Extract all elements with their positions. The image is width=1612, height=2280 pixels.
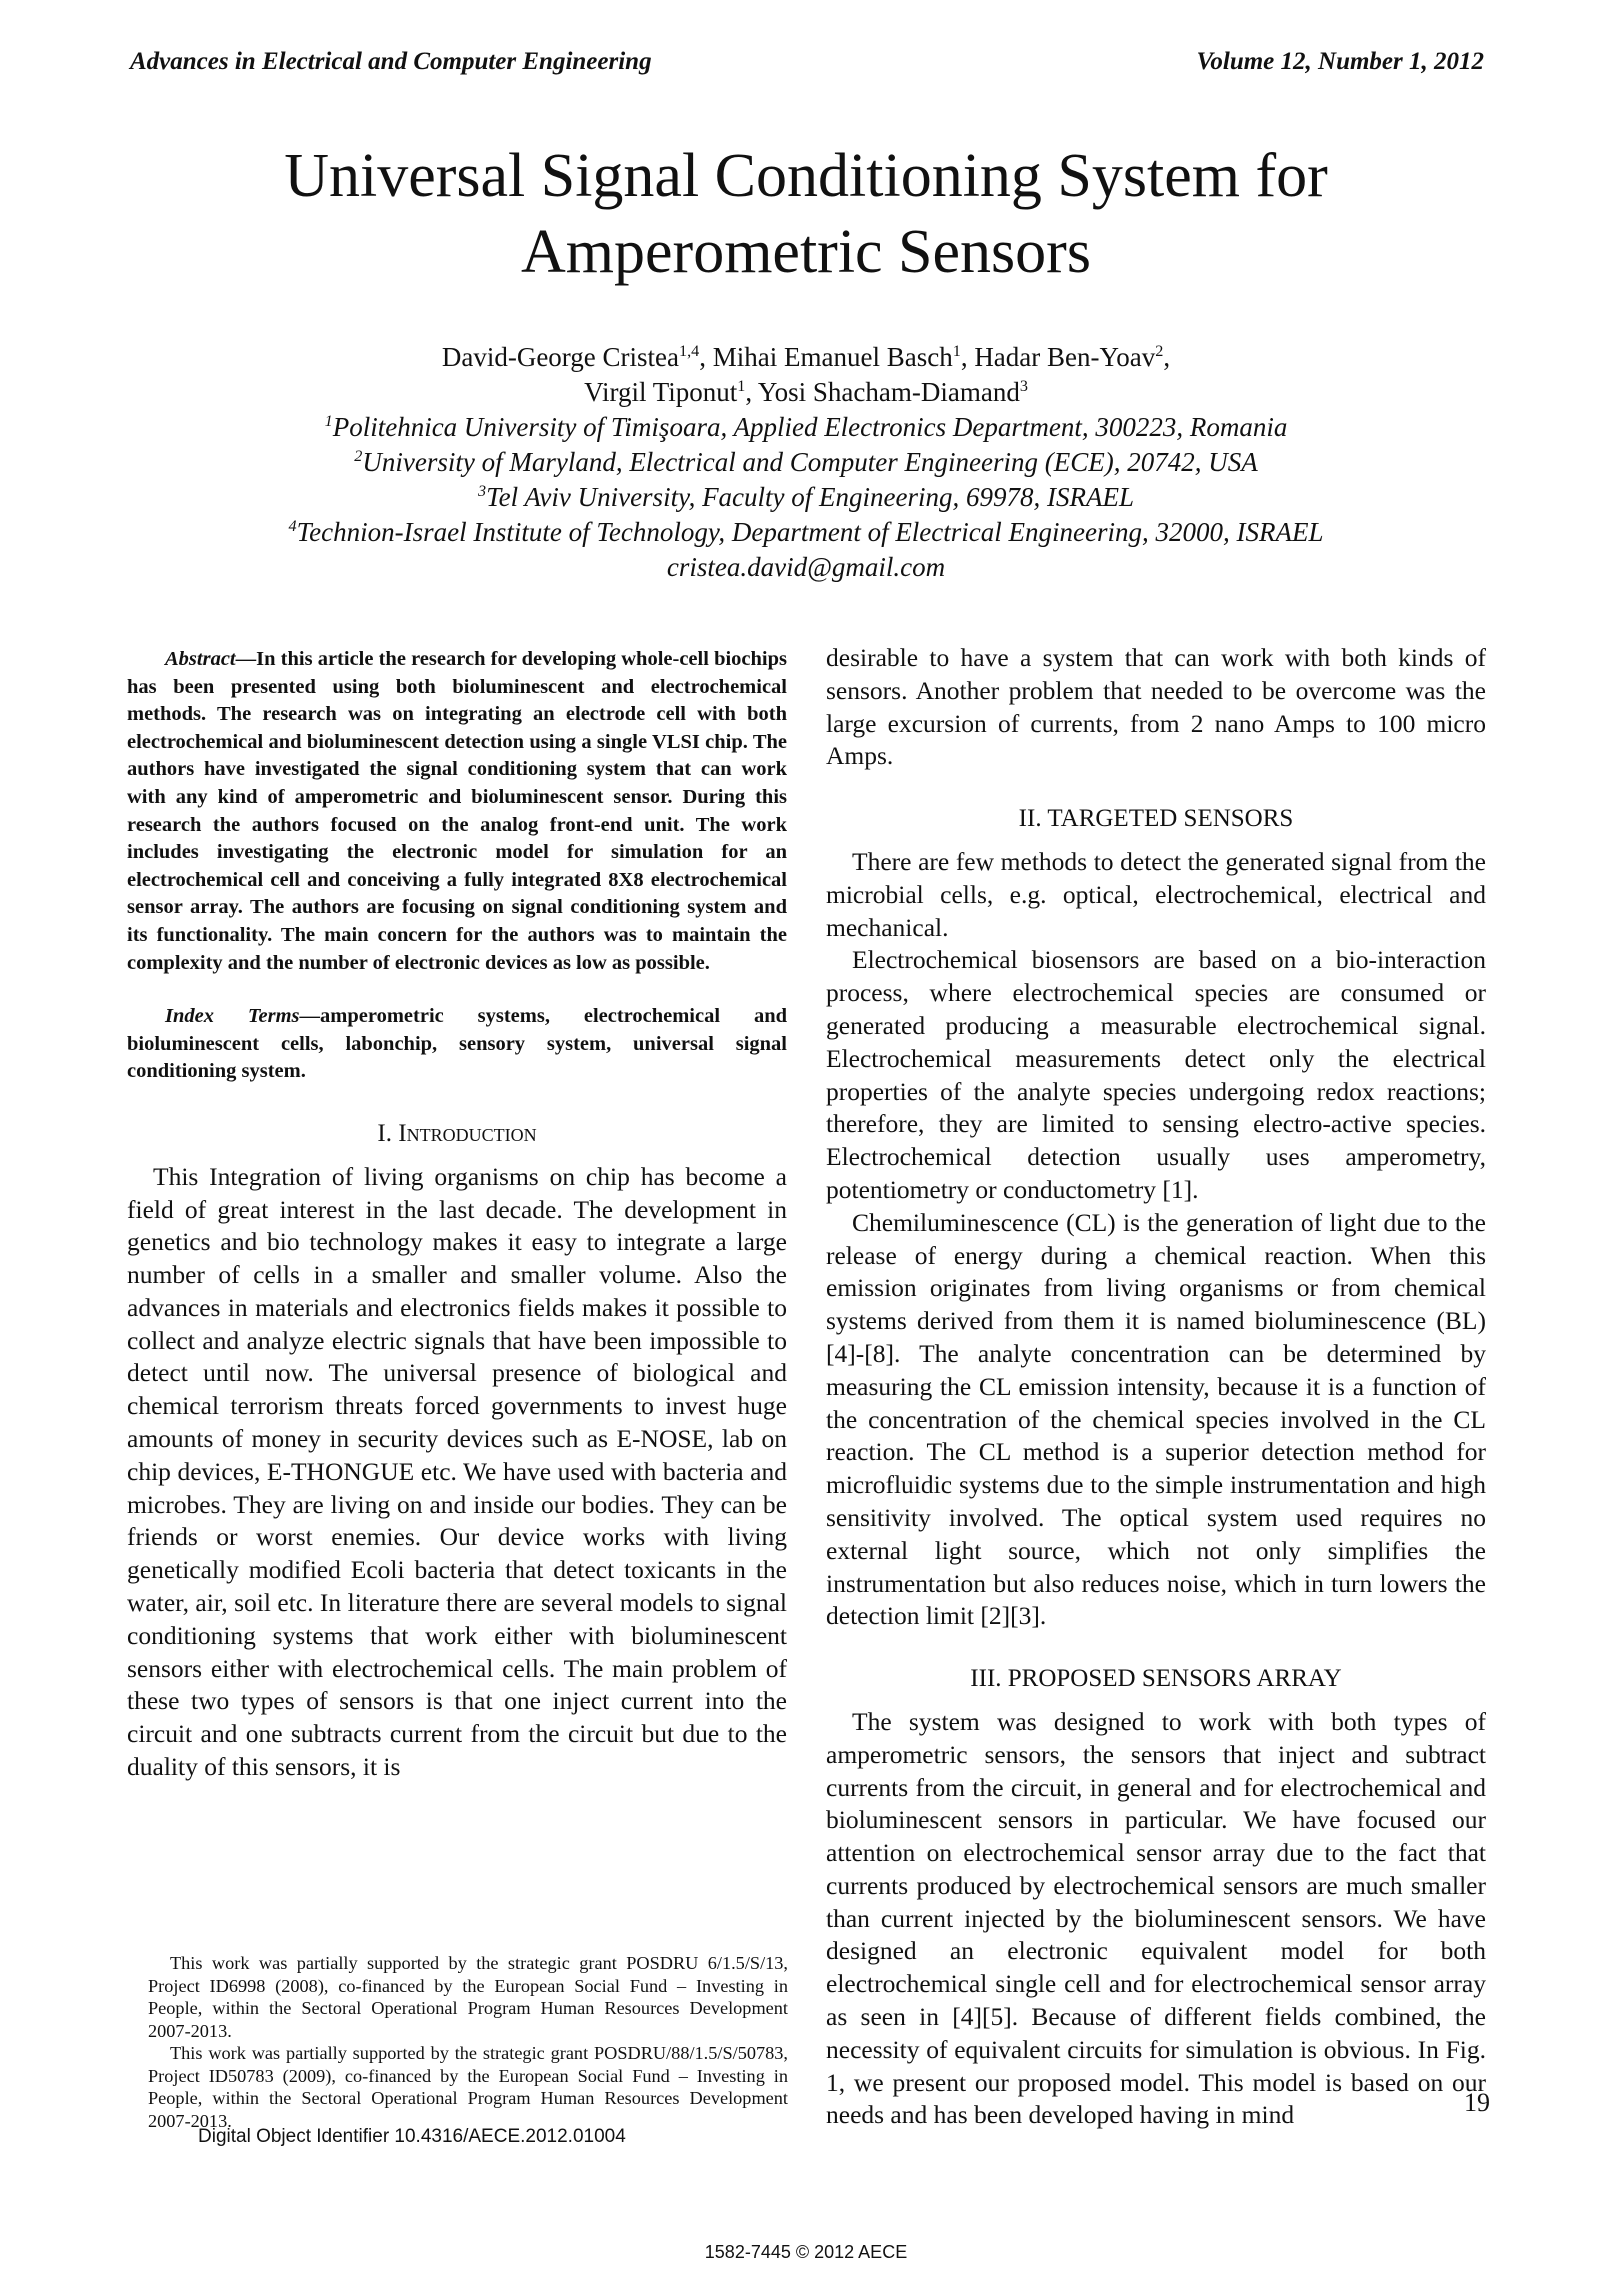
paragraph: desirable to have a system that can work with both kinds of sensors. Another problem that needed to be overcome was the large excursion of currents, from 2 nano Amps to 100 micro Amps.	[826, 643, 1486, 771]
title-line-2: Amperometric Sensors	[521, 218, 1091, 286]
affiliation	[0, 410, 1612, 445]
affiliation-sup: 2	[354, 447, 363, 465]
paragraph: This Integration of living organisms on chip has become a field of great interest in the last decade. The development in genetics and bio technology makes it easy to integrate a large number of cells in a smaller and smaller volume. Also the advances in materials and electronics fields makes it possible to collect and analyze electric signals that have been impossible to detect until now. The universal presence of biological and chemical terrorism threats forced governments to invest huge amounts of money in security devices such as E-NOSE, lab on chip devices, E-THONGUE etc. We have used with bacteria and microbes. They are living on and inside our bodies. They can be friends or worst enemies. Our device works with living genetically modified Ecoli bacteria that detect toxicants in the water, air, soil etc. In literature there are several models to signal conditioning systems that work either with bioluminescent sensors either with electrochemical cells. The main problem of these two types of sensors is that one inject current into the circuit and one subtracts current from the circuit but due to the duality of this sensors, it is	[127, 1161, 787, 1782]
volume-info: Volume 12, Number 1, 2012	[1196, 48, 1484, 75]
doi: Digital Object Identifier 10.4316/AECE.2012.01004	[198, 2126, 626, 2147]
paragraph: There are few methods to detect the generated signal from the microbial cells, e.g. optical, electrochemical, electrical and mechanical.	[826, 846, 1486, 942]
affiliation-text: Technion-Israel Institute of Technology, Department of Electrical Engineering, 32000, ISRAEL	[296, 517, 1324, 547]
author-name: , Mihai Emanuel Basch	[699, 342, 953, 372]
affiliation-sup: 1	[324, 412, 333, 430]
author-sep: ,	[1163, 342, 1171, 372]
paragraph: Electrochemical biosensors are based on a bio-interaction process, where electrochemical species are consumed or generated producing a measurable electrochemical signal. Electrochemical measurements detect only the electrical properties of the analyte species undergoing redox reactions; therefore, they are limited to sensing electro-active species. Electrochemical detection usually uses amperometry, potentiometry or conductometry [1].	[826, 945, 1486, 1204]
author-sup: 1	[952, 342, 961, 360]
author-name: Virgil Tiponut	[584, 377, 738, 407]
affiliation-text: University of Maryland, Electrical and Computer Engineering (ECE), 20742, USA	[362, 447, 1258, 477]
title-line-1: Universal Signal Conditioning System for	[284, 142, 1328, 210]
section-heading: II. TARGETED SENSORS	[1018, 805, 1294, 833]
index-terms	[127, 1003, 787, 1086]
affiliation	[0, 515, 1612, 550]
index-terms-label: Index Terms	[165, 1005, 300, 1028]
index-terms-text: —amperometric systems, electrochemical and bioluminescent cells, labonchip, sensory system, universal signal conditioning system.	[127, 1005, 788, 1083]
affiliation	[0, 445, 1612, 480]
affiliation-sup: 4	[288, 517, 297, 535]
author-name: David-George Cristea	[441, 342, 680, 372]
author-line-1	[0, 340, 1612, 375]
author-sup: 1,4	[679, 342, 700, 360]
affiliation-text: Politehnica University of Timişoara, Applied Electronics Department, 300223, Romania	[332, 412, 1288, 442]
abstract-label: Abstract	[165, 648, 236, 670]
footnotes	[148, 1952, 788, 2132]
page-number: 19	[1464, 2088, 1490, 2117]
author-name: , Hadar Ben-Yoav	[960, 342, 1156, 372]
author-sup: 2	[1155, 342, 1164, 360]
issn-copyright: 1582-7445 © 2012 AECE	[704, 2242, 908, 2262]
affiliation	[0, 480, 1612, 515]
section-number: I.	[377, 1119, 399, 1147]
affiliation-text: Tel Aviv University, Faculty of Engineering, 69978, ISRAEL	[486, 482, 1134, 512]
right-column	[826, 642, 1486, 2132]
section-heading: III. PROPOSED SENSORS ARRAY	[970, 1665, 1342, 1693]
author-sup: 1	[737, 377, 746, 395]
footnote: This work was partially supported by the strategic grant POSDRU/88/1.5/S/50783, Project ID50783 (2009), co-financed by the European Social Fund – Investing in People, within the Sectoral Operational Program Human Resources Development 2007-2013.	[148, 2043, 788, 2131]
footnote: This work was partially supported by the strategic grant POSDRU 6/1.5/S/13, Project ID6998 (2008), co-financed by the European Social Fund – Investing in People, within the Sectoral Operational Program Human Resources Development 2007-2013.	[148, 1953, 788, 2041]
author-sup: 3	[1019, 377, 1028, 395]
affiliation-sup: 3	[477, 482, 487, 500]
section-title: Introduction	[398, 1119, 537, 1147]
paragraph: Chemiluminescence (CL) is the generation of light due to the release of energy during a chemical reaction. When this emission originates from living organisms or from chemical systems derived from them it is named bioluminescence (BL) [4]-[8]. The analyte concentration can be determined by measuring the CL emission intensity, because it is a function of the concentration of the chemical species involved in the CL reaction. The CL method is a superior detection method for microfluidic systems due to the simple instrumentation and high sensitivity involved. The optical system used requires no external light source, which not only simplifies the instrumentation but also reduces noise, which in turn lowers the detection limit [2][3].	[826, 1207, 1486, 1631]
left-column	[127, 646, 787, 1784]
journal-name: Advances in Electrical and Computer Engineering	[130, 48, 652, 75]
author-name: , Yosi Shacham-Diamand	[745, 377, 1020, 407]
section-heading	[127, 1118, 787, 1151]
author-email[interactable]: cristea.david@gmail.com	[666, 552, 946, 582]
abstract-text: —In this article the research for developing whole-cell biochips has been presented using both bioluminescent and electrochemical methods. The research was on integrating an electrode cell with both electrochemical and bioluminescent detection using a single VLSI chip. The authors have investigated the signal conditioning system that can work with any kind of amperometric and bioluminescent sensor. During this research the authors focused on the analog front-end unit. The work includes investigating the electronic model for simulation for an electrochemical cell and conceiving a fully integrated 8X8 electrochemical sensor array. The authors are focusing on signal conditioning system and its functionality. The main concern for the authors was to maintain the complexity and the number of electronic devices as low as possible.	[127, 648, 787, 974]
paragraph: The system was designed to work with both types of amperometric sensors, the sensors that inject and subtract currents from the circuit, in general and for electrochemical and bioluminescent sensors in particular. We have focused our attention on electrochemical sensor array due to the fact that currents produced by electrochemical sensors are much smaller than current injected by the bioluminescent sensors. We have designed an electronic equivalent model for both electrochemical single cell and for electrochemical sensor array as seen in [4][5]. Because of different fields combined, the necessity of equivalent circuits for simulation is obvious. In Fig. 1, we present our proposed model. This model is based on our needs and has been developed having in mind	[826, 1706, 1486, 2130]
paper-title	[0, 138, 1612, 290]
author-block	[0, 340, 1612, 585]
author-line-2	[0, 375, 1612, 410]
abstract	[127, 646, 787, 977]
